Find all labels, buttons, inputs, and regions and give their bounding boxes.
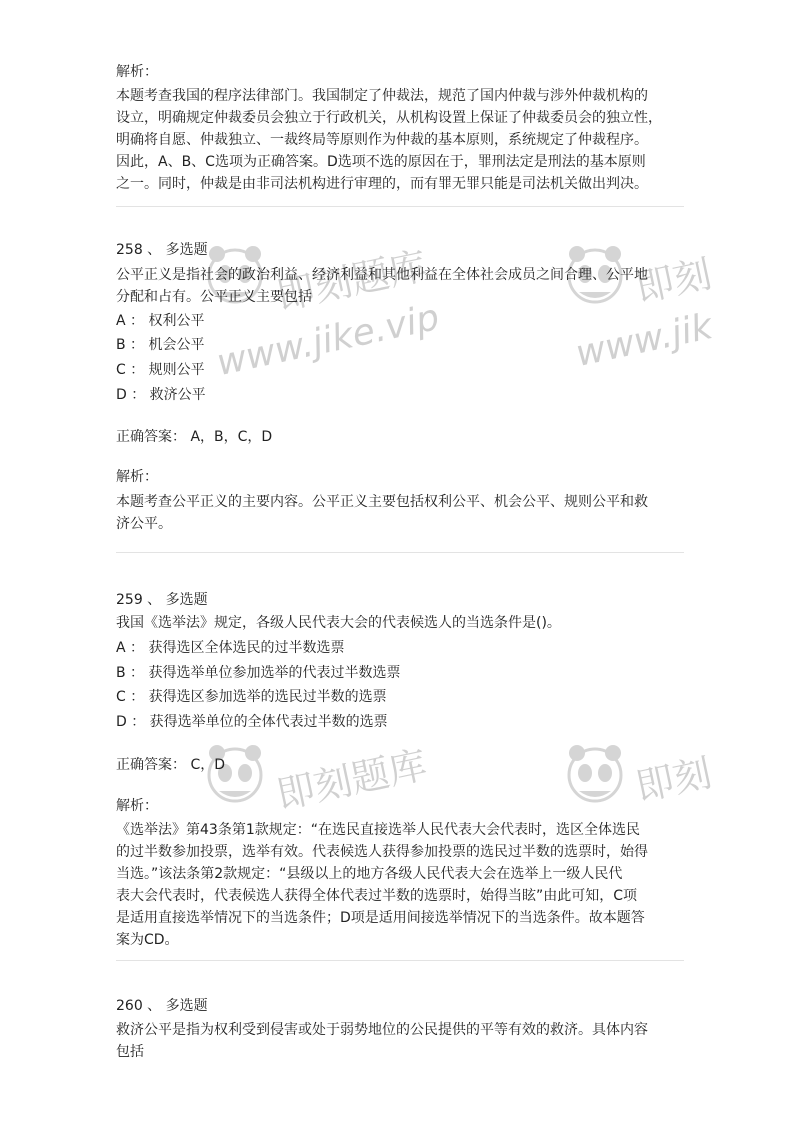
option-a: A ： 获得选区全体选民的过半数选票	[116, 640, 345, 656]
analysis-text	[116, 85, 688, 195]
option-c: C ： 获得选区参加选举的选民过半数的选票	[116, 689, 387, 705]
analysis-text	[116, 819, 688, 951]
correct-answer: 正确答案： A，B，C，D	[116, 429, 273, 445]
analysis-line: 明确将自愿、仲裁独立、一裁终局等原则作为仲裁的基本原则，系统规定了仲裁程序。	[116, 132, 648, 148]
watermark-brand-partial: 即刻	[631, 750, 716, 810]
analysis-label: 解析：	[116, 469, 158, 485]
analysis-label: 解析：	[116, 798, 158, 814]
option-d: D ： 救济公平	[116, 387, 206, 403]
stem-line: 救济公平是指为权利受到侵害或处于弱势地位的公民提供的平等有效的救济。具体内容	[116, 1022, 648, 1038]
stem-line: 分配和占有。公平正义主要包括	[116, 289, 312, 305]
question-header: 258 、 多选题	[116, 242, 208, 258]
analysis-text	[116, 491, 688, 535]
analysis-line: 案为CD。	[116, 932, 179, 948]
watermark-url-partial: www.jik	[572, 306, 717, 375]
question-stem	[116, 1019, 688, 1063]
analysis-line: 之一。同时，仲裁是由非司法机构进行审理的，而有罪无罪只能是司法机关做出判决。	[116, 176, 648, 192]
option-c: C ： 规则公平	[116, 362, 205, 378]
watermark-url: www.jike.vip	[213, 296, 443, 385]
analysis-line: 本题考查我国的程序法律部门。我国制定了仲裁法，规范了国内仲裁与涉外仲裁机构的	[116, 88, 648, 104]
watermark-2	[565, 232, 800, 392]
separator	[116, 960, 684, 961]
analysis-line: 济公平。	[116, 516, 172, 532]
option-b: B ： 机会公平	[116, 337, 205, 353]
analysis-line: 表大会代表时，代表候选人获得全体代表过半数的选票时，始得当眩”由此可知，C项	[116, 888, 638, 904]
option-d: D ： 获得选举单位的全体代表过半数的选票	[116, 714, 388, 730]
stem-line: 包括	[116, 1044, 144, 1060]
separator	[116, 552, 684, 553]
watermark-brand-partial: 即刻	[631, 251, 716, 311]
watermark-1	[205, 232, 443, 392]
analysis-line: 是适用直接选举情况下的当选条件；D项是适用间接选举情况下的当选条件。故本题答	[116, 910, 645, 926]
panda-logo-icon	[565, 739, 625, 809]
stem-line: 我国《选举法》规定，各级人民代表大会的代表候选人的当选条件是()。	[116, 615, 561, 631]
analysis-line: 本题考查公平正义的主要内容。公平正义主要包括权利公平、机会公平、规则公平和救	[116, 494, 648, 510]
watermark-brand: 即刻题库	[272, 243, 431, 319]
option-b: B ： 获得选举单位参加选举的代表过半数选票	[116, 665, 401, 681]
question-stem	[116, 612, 688, 634]
analysis-line: 的过半数参加投票，选举有效。代表候选人获得参加投票的选民过半数的选票时，始得	[116, 844, 648, 860]
separator	[116, 206, 684, 207]
question-header: 260 、 多选题	[116, 998, 208, 1014]
analysis-line: 设立，明确规定仲裁委员会独立于行政机关，从机构设置上保证了仲裁委员会的独立性，	[116, 110, 662, 126]
stem-line: 公平正义是指社会的政治利益、经济利益和其他利益在全体社会成员之间合理、公平地	[116, 267, 648, 283]
question-header: 259 、 多选题	[116, 592, 208, 608]
watermark-brand: 即刻题库	[272, 742, 431, 818]
analysis-line: 《选举法》第43条第1款规定：“在选民直接选举人民代表大会代表时，选区全体选民	[116, 822, 640, 838]
analysis-line: 因此，A、B、C选项为正确答案。D选项不选的原因在于，罪刑法定是刑法的基本原则	[116, 154, 646, 170]
correct-answer: 正确答案： C，D	[116, 757, 226, 773]
option-a: A ： 权利公平	[116, 313, 205, 329]
analysis-label: 解析：	[116, 64, 158, 80]
analysis-line: 当选。”该法条第2款规定：“县级以上的地方各级人民代表大会在选举上一级人民代	[116, 866, 623, 882]
question-stem	[116, 264, 688, 308]
